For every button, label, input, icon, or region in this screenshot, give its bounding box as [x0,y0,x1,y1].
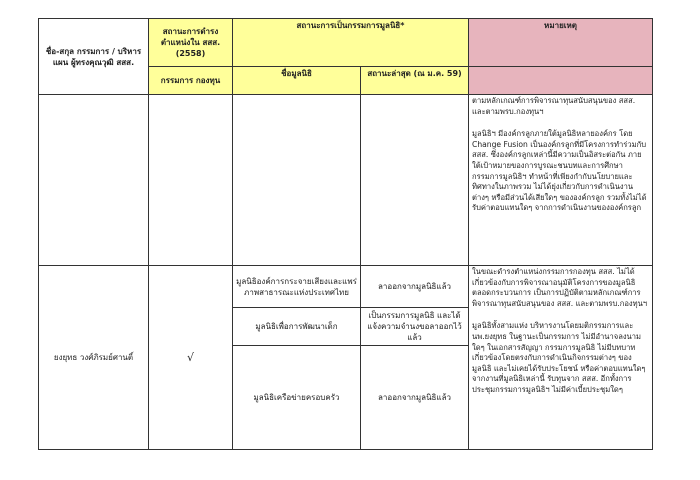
row2-remarks [469,266,653,450]
row2-committee-check: √ [149,266,233,450]
header-position-status: สถานะการดำรงตำแหน่งใน สสส. (2558) [149,19,233,67]
header-remarks-blank [469,67,653,95]
row2-remark-2: มูลนิธิทั้งสามแห่ง บริหารงานโดยมติกรรมการและนพ.ยงยุทธ ในฐานะเป็นกรรมการ ไม่มีอำนาจลงนามใดๆ ในเอกสารสัญญา กรรมการมูลนิธิ ไม่มีบทบาทเกี่ยวข้องโดยตรงกับการดำเนินกิจกรรมต่างๆ ของมูลนิธิ และไม่เคยได้รับประโยชน์ หรือค่าตอบแทนใดๆ จากงานที่มูลนิธิเหล่านี้ รับทุนจาก สสส. อีกทั้งการประชุมกรรมการมูลนิธิฯ ไม่มีค่าเบี้ยประชุมใดๆ [472,321,646,394]
row1-committee [149,95,233,266]
row2-status-1: ลาออกจากมูลนิธิแล้ว [361,266,469,308]
header-fund-committee: กรรมการ กองทุน [149,67,233,95]
row1-remark-1: ตามหลักเกณฑ์การพิจารณาทุนสนับสนุนของ สสส. และตามพรบ.กองทุนฯ [472,96,636,116]
row2-remark-1: ในขณะดำรงตำแหน่งกรรมการกองทุน สสส. ไม่ได้เกี่ยวข้องกับการพิจารณาอนุมัติโครงการของมูลนิธิตลอดกระบวนการ เป็นการปฏิบัติตามหลักเกณฑ์การพิจารณาทุนสนับสนุนของ สสส. และตามพรบ.กองทุนฯ [472,267,648,308]
row1-remarks [469,95,653,266]
row2-status-2: เป็นกรรมการมูลนิธิ และได้แจ้งความจำนงขอลาออกไว้แล้ว [361,308,469,346]
row2-status-3: ลาออกจากมูลนิธิแล้ว [361,346,469,450]
header-name: ชื่อ-สกุล กรรมการ / บริหารแผน ผู้ทรงคุณวุฒิ สสส. [39,19,149,95]
header-latest-status: สถานะล่าสุด (ณ ม.ค. 59) [361,67,469,95]
header-foundation-name: ชื่อมูลนิธิ [233,67,361,95]
committee-table [38,18,653,450]
row1-foundation [233,95,361,266]
row2-name: ยงยุทธ วงศ์ภิรมย์ศานติ์ [39,266,149,450]
row2-foundation-3: มูลนิธิเครือข่ายครอบครัว [233,346,361,450]
row2-foundation-2: มูลนิธิเพื่อการพัฒนาเด็ก [233,308,361,346]
row1-remark-2: มูลนิธิฯ มีองค์กรลูกภายใต้มูลนิธิหลายองค์กร โดย Change Fusion เป็นองค์กรลูกที่มีโครงการทำร่วมกับ สสส. ซึ่งองค์กรลูกเหล่านี้มีความเป็นอิสระต่อกัน ภายใต้เป้าหมายของการบูรณะชนบทและการศึกษา กรรมการมูลนิธิฯ ทำหน้าที่เพียงกำกับนโยบายและทิศทางในภาพรวม ไม่ได้ยุ่งเกี่ยวกับการดำเนินงานต่างๆ หรือมีส่วนได้เสียใดๆ ขององค์กรลูก รวมทั้งไม่ได้รับค่าตอบแทนใดๆ จากการดำเนินงานขององค์กรลูก [472,129,647,213]
row1-name [39,95,149,266]
header-foundation-status: สถานะการเป็นกรรมการมูลนิธิ* [233,19,469,67]
row1-status [361,95,469,266]
row2-foundation-1: มูลนิธิองค์การกระจายเสียงและแพร่ภาพสาธารณะแห่งประเทศไทย [233,266,361,308]
header-remarks: หมายเหตุ [469,19,653,67]
